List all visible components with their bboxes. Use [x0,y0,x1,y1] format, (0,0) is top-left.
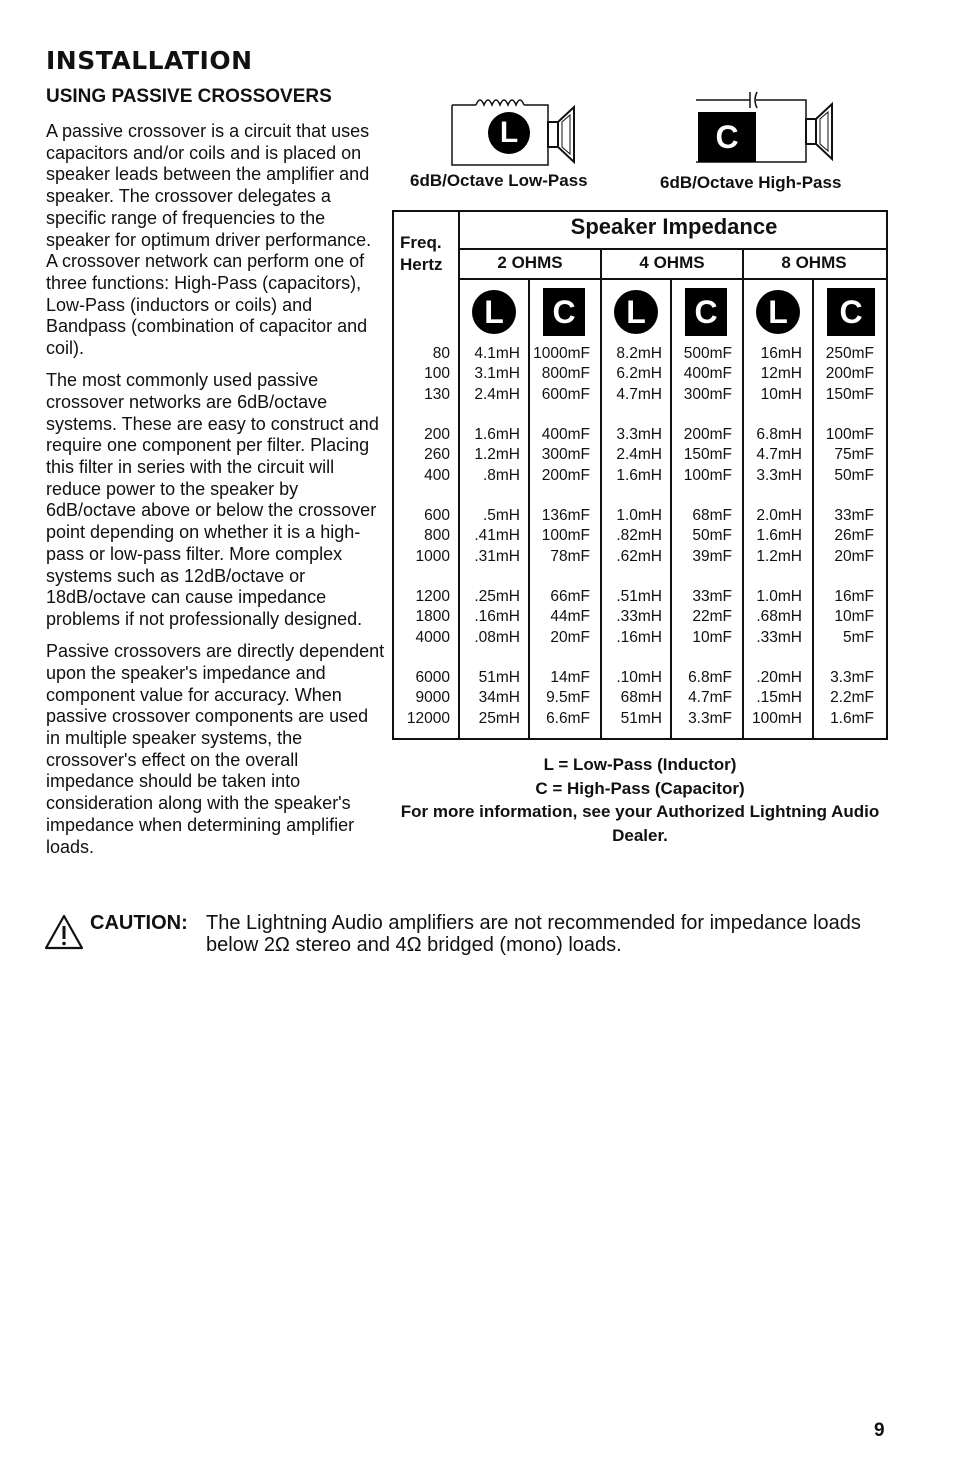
table-cell: 10mH [760,385,802,403]
freq-cell: 400 [424,466,450,484]
legend-l: L = Low-Pass (Inductor) [543,755,737,774]
table-cell: .68mH [756,608,802,626]
table-cell: 75mF [834,446,874,464]
page-number: 9 [874,1420,885,1441]
table-cell: 2.0mH [756,507,802,524]
legend [392,753,888,847]
high-pass-label: 6dB/Octave High-Pass [660,173,842,192]
table-cell: .33mH [756,628,802,646]
subtitle: USING PASSIVE CROSSOVERS [46,86,332,107]
table-cell: .16mH [474,608,520,626]
freq-cell: 4000 [415,628,450,646]
warning-triangle-icon [44,914,84,950]
freq-cell: 1000 [415,547,450,565]
table-cell: 16mF [834,588,874,605]
table-cell: 9.5mF [546,689,590,707]
table-cell: 150mF [683,446,732,464]
table-cell: .15mH [756,689,802,707]
paragraph-3: Passive crossovers are directly dependent upon the speaker's impedance and component value for accuracy. When passive crossover components are used in multiple speaker systems, the crossover's effect on the overall impedance should be taken into consideration along with the speaker's impedance when determining amplifier loads. [46,641,385,857]
table-cell: 100mF [683,466,732,484]
table-cell: 4.1mH [474,345,520,362]
table-cell: 100mF [825,426,874,443]
table-cell: .41mH [474,527,520,545]
table-cell: 25mH [478,709,520,727]
crossover-table [392,210,888,740]
ohms-4-header: 4 OHMS [639,253,705,272]
table-cell: 39mF [692,547,732,565]
table-cell: 800mF [541,365,590,383]
table-cell: 1000mF [533,345,590,362]
table-cell: 1.2mH [474,446,520,464]
table-cell: 20mF [834,547,874,565]
table-cell: 400mF [683,365,732,383]
table-cell: 4.7mF [688,689,732,707]
impedance-header: Speaker Impedance [570,214,778,239]
table-cell: 68mF [692,507,732,524]
freq-cell: 80 [432,345,450,362]
freq-cell: 260 [424,446,450,464]
freq-cell: 1200 [415,588,450,605]
table-cell: 26mF [834,527,874,545]
table-cell: 1.6mH [474,426,520,443]
table-cell: .51mH [616,588,662,605]
table-cell: 12mH [760,365,802,383]
table-cell: 100mH [752,709,802,727]
table-cell: 22mF [692,608,732,626]
table-cell: 150mF [825,385,874,403]
badge-l-4ohm: L [614,290,658,334]
badge-l-2ohm: L [472,290,516,334]
table-cell: 136mF [541,507,590,524]
table-cell: 200mF [541,466,590,484]
table-cell: 300mF [541,446,590,464]
low-pass-badge: L [488,112,530,154]
badge-l-8ohm: L [756,290,800,334]
table-cell: 3.3mH [616,426,662,443]
table-cell: 14mF [550,669,590,686]
table-cell: 100mF [541,527,590,545]
table-cell: 44mF [550,608,590,626]
body-text [46,121,386,869]
badge-c-2ohm: C [543,288,585,336]
ohms-8-header: 8 OHMS [781,253,847,272]
table-cell: 6.8mH [756,426,802,443]
table-cell: 2.4mH [474,385,520,403]
table-cell: 1.6mF [830,709,874,727]
table-cell: 34mH [478,689,520,707]
table-cell: .8mH [482,466,520,484]
freq-cell: 12000 [406,709,450,727]
caution-text: The Lightning Audio amplifiers are not recommended for impedance loads below 2Ω stereo and 4Ω bridged (mono) loads. [206,912,861,956]
table-cell: 10mF [834,608,874,626]
table-cell: 1.2mH [756,547,802,565]
freq-cell: 1800 [415,608,450,626]
high-pass-badge: C [698,112,756,162]
table-cell: .5mH [482,507,520,524]
table-cell: 4.7mH [756,446,802,464]
paragraph-2: The most commonly used passive crossover networks are 6dB/octave systems. These are easy to construct and require one component per filter. Placing this filter in series with the circuit will reduce power to the speaker by 6dB/octave above or below the crossover point depending on whether it is a high-pass or low-pass filter. More complex systems such as 12dB/octave or 18dB/octave can cause impedance problems if not professionally designed. [46,370,379,629]
table-cell: 50mF [834,466,874,484]
table-cell: 8.2mH [616,345,662,362]
table-cell: 66mF [550,588,590,605]
table-cell: .16mH [616,628,662,646]
table-cell: 200mF [683,426,732,443]
freq-header: Freq. Hertz [400,233,443,274]
table-cell: 2.4mH [616,446,662,464]
high-pass-diagram [690,90,840,170]
freq-cell: 800 [424,527,450,545]
section-title: INSTALLATION [46,46,253,75]
table-cell: .31mH [474,547,520,565]
paragraph-1: A passive crossover is a circuit that uses capacitors and/or coils and is placed on speaker leads between the amplifier and speaker. The crossover delegates a specific range of frequencies to the speaker for optimum driver performance. A crossover network can perform one of three functions: High-Pass (capacitors), Low-Pass (inductors or coils) and Bandpass (combination of capacitor and coil). [46,121,372,359]
table-cell: 1.6mH [616,466,662,484]
badge-c-4ohm: C [685,288,727,336]
caution-label: CAUTION: [90,912,188,934]
table-cell: 5mF [843,628,874,646]
table-cell: 78mF [550,547,590,565]
table-cell: .82mH [616,527,662,545]
table-cell: 600mF [541,385,590,403]
legend-c: C = High-Pass (Capacitor) [535,778,745,798]
table-cell: 33mF [834,507,874,524]
freq-cell: 100 [424,365,450,383]
table-cell: 500mF [683,345,732,362]
low-pass-diagram [440,95,590,170]
table-cell: 3.3mH [756,466,802,484]
table-cell: 6.6mF [546,709,590,727]
table-cell: 6.8mF [688,669,732,686]
table-cell: .25mH [474,588,520,605]
low-pass-label: 6dB/Octave Low-Pass [410,171,588,190]
freq-cell: 130 [424,385,450,403]
freq-cell: 600 [424,507,450,524]
ohms-2-header: 2 OHMS [497,253,563,272]
table-cell: 33mF [692,588,732,605]
table-cell: 4.7mH [616,385,662,403]
table-cell: 10mF [692,628,732,646]
freq-cell: 9000 [415,689,450,707]
table-cell: 6.2mH [616,365,662,383]
table-cell: .08mH [474,628,520,646]
table-cell: .62mH [616,547,662,565]
table-cell: 200mF [825,365,874,383]
table-cell: 400mF [541,426,590,443]
table-cell: 1.0mH [756,588,802,605]
legend-info: For more information, see your Authorized Lightning Audio Dealer. [400,802,880,845]
table-cell: 50mF [692,527,732,545]
table-cell: .20mH [756,669,802,686]
badge-c-8ohm: C [827,288,875,336]
table-cell: 68mH [620,689,662,707]
table-cell: 2.2mF [830,689,874,707]
table-cell: 3.3mF [688,709,732,727]
table-cell: .33mH [616,608,662,626]
table-cell: 1.0mH [616,507,662,524]
freq-cell: 200 [424,426,450,443]
table-cell: .10mH [616,669,662,686]
freq-cell: 6000 [415,669,450,686]
table-cell: 51mH [478,669,520,686]
table-cell: 1.6mH [756,527,802,545]
table-cell: 250mF [825,345,874,362]
table-cell: 3.3mF [830,669,874,686]
table-cell: 20mF [550,628,590,646]
table-cell: 3.1mH [474,365,520,383]
table-cell: 300mF [683,385,732,403]
table-cell: 51mH [620,709,662,727]
table-cell: 16mH [760,345,802,362]
